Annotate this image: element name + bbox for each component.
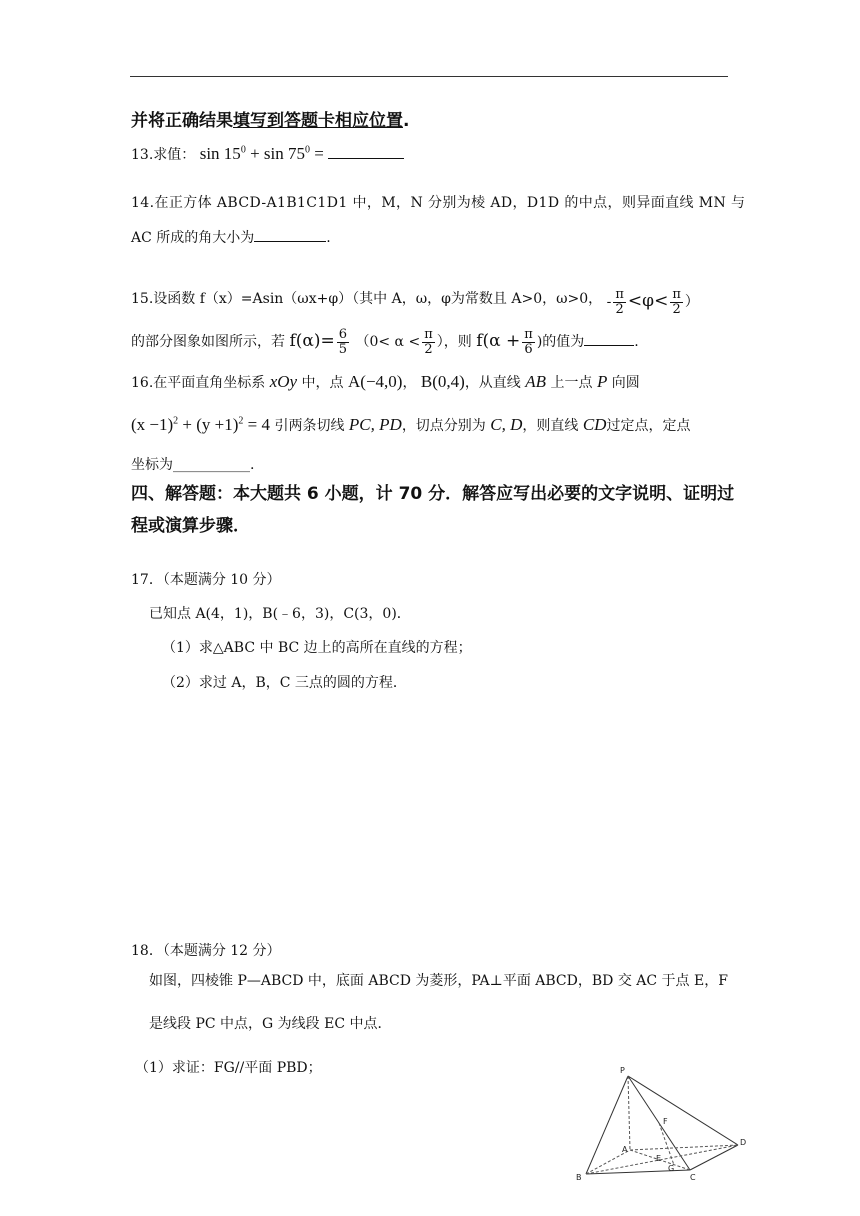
section-4-line1: 四、解答题：本大题共 6 小题，计 70 分．解答应写出必要的文字说明、证明过 [131,484,735,504]
q15-tail-text: )的值为 [536,334,585,351]
question-16-line2: $(x -1)^2 + (y +1)^2 = 4$ 引两条切线 PC, PD，切点分别为 C, D，则直线 CD过定点，定点 [131,415,691,434]
question-14-line2 [131,229,331,245]
edge-pb [586,1076,628,1174]
q16-point-a: A(−4,0) [348,372,403,391]
question-17-part2: （2）求过 A，B，C 三点的圆的方程． [162,675,407,691]
edge-pa [628,1076,630,1150]
label-b: B [576,1173,582,1182]
label-a: A [622,1145,628,1154]
question-16-line1: 16.在平面直角坐标系 xOy 中，点 A(−4,0)， B(0,4)，从直线 AB 上一点 P 向圆 [131,372,640,391]
header-rule [130,76,728,77]
q15-f-alpha-plus: f(α + $\frac{\pi}{6}$ [476,327,533,357]
intro-tail: . [403,111,410,131]
label-d: D [740,1138,747,1147]
q15-answer-blank[interactable] [584,333,634,346]
label-e: E [656,1154,662,1163]
q13-lead: 13.求值： [131,147,196,163]
q16-tangent-points: C, D [490,415,523,434]
q16-point-b: B(0,4) [420,372,465,391]
question-18-line1: 如图，四棱锥 P—ABCD 中，底面 ABCD 为菱形，PA⊥平面 ABCD，BD 交 AC 于点 E，F [149,973,728,989]
q13-answer-blank[interactable] [328,146,404,159]
question-14-line1: 14.在正方体 ABCD-A1B1C1D1 中，M，N 分别为棱 AD，D1D 的中点，则异面直线 MN 与 [131,195,746,211]
label-c: C [690,1173,696,1182]
q15-end: . [634,334,639,351]
edge-pd [628,1076,738,1145]
question-16-line3: 坐标为___________. [131,457,255,473]
question-18-title: 18．（本题满分 12 分） [131,943,281,959]
question-17-given: 已知点 A(4，1)，B(﹣6，3)，C(3，0)． [149,606,411,622]
q16-xoy: xOy [269,372,298,391]
q16-tangents: PC, PD [348,415,402,434]
q13-expression: $\sin 15^0 + \sin 75^0$ = [199,144,329,163]
section-4-line2: 程或演算步骤． [131,516,250,536]
label-p: P [620,1066,625,1075]
q15-alpha-range: （0< α < $\frac{\pi}{2}$ ），则 [355,327,472,357]
question-18-part1: （1）求证：FG//平面 PBD； [135,1060,322,1076]
q16-circle-equation: $(x -1)^2 + (y +1)^2 = 4$ [131,415,271,434]
q15-f-alpha: f(α)= $\frac{6}{5}$ [289,327,348,357]
q14-answer-blank[interactable] [254,229,326,242]
question-18-line2: 是线段 PC 中点，G 为线段 EC 中点． [149,1016,392,1032]
question-13 [131,145,404,162]
edge-ad [630,1145,738,1150]
q14-line2-text: AC 所成的角大小为 [131,230,255,246]
question-17-title: 17．（本题满分 10 分） [131,572,281,588]
question-17-part1: （1）求△ABC 中 BC 边上的高所在直线的方程； [162,640,472,656]
q16-point-p: P [596,372,608,391]
intro-lead: 并将正确结果 [131,111,233,131]
q16-line-cd: CD [582,415,607,434]
q14-tail: . [326,230,331,246]
pyramid-figure [568,1062,762,1186]
q15-line1-text: 15.设函数 f（x）=Asin（ωx+φ）（其中 A，ω，φ为常数且 A>0，ω>0， [131,291,603,308]
question-15-line1 [131,285,699,317]
q16-line-ab: AB [525,372,547,391]
section-intro [131,113,409,130]
q15-line2-lead: 的部分图象如图所示，若 [131,334,285,351]
q15-phi-condition: - $\frac{\pi}{2}$ <φ< $\frac{\pi}{2}$ ） [606,287,699,317]
label-f: F [663,1117,668,1126]
diagonal-bd [586,1145,738,1174]
label-g: G [668,1164,675,1173]
question-15-line2 [131,328,639,356]
edge-cd [690,1145,738,1170]
intro-underlined: 填写到答题卡相应位置 [233,111,403,131]
